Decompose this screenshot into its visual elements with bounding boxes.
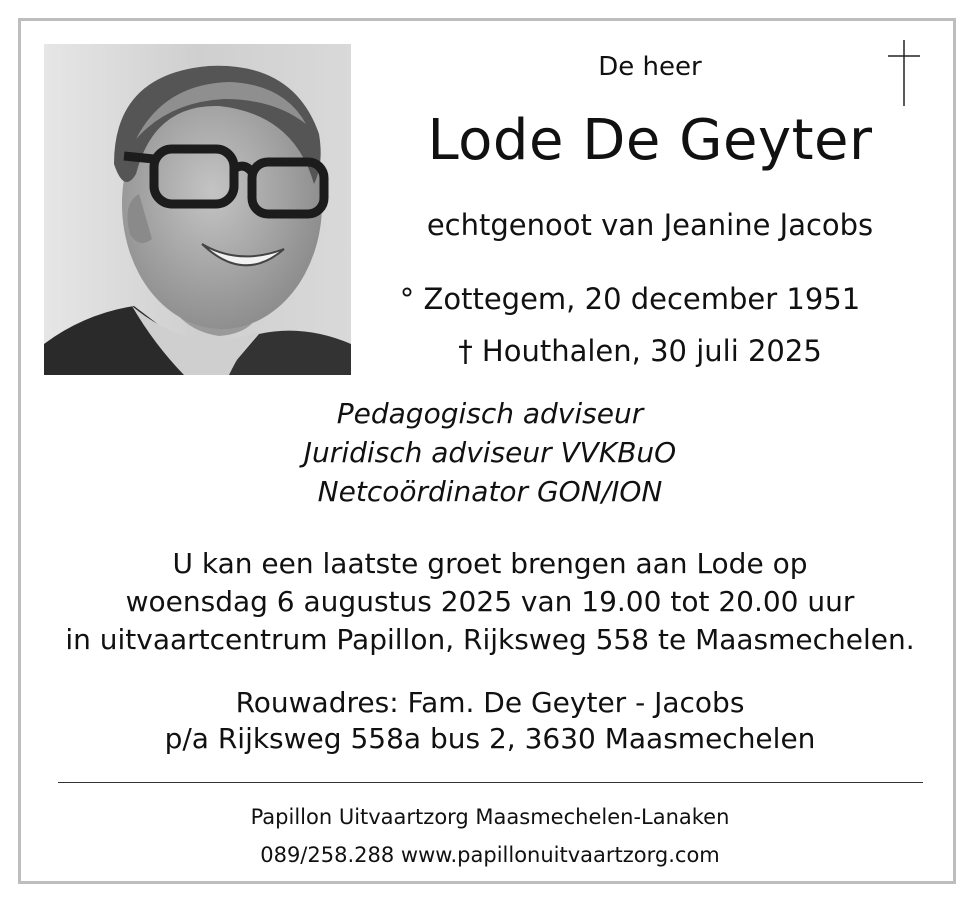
cross-icon	[884, 38, 924, 108]
salutation: De heer	[598, 52, 702, 82]
mourning-address-line: p/a Rijksweg 558a bus 2, 3630 Maasmechelen	[164, 722, 816, 755]
funeral-contact: 089/258.288 www.papillonuitvaartzorg.com	[260, 843, 720, 867]
funeral-company: Papillon Uitvaartzorg Maasmechelen-Lanaken	[250, 805, 730, 829]
death-line: † Houthalen, 30 juli 2025	[458, 334, 822, 368]
divider	[58, 782, 923, 783]
birth-line: ° Zottegem, 20 december 1951	[399, 282, 861, 316]
mourning-address-line: Rouwadres: Fam. De Geyter - Jacobs	[235, 686, 745, 719]
portrait-photo	[44, 44, 351, 375]
role-line: Juridisch adviseur VVKBuO	[303, 436, 677, 469]
visitation-line: U kan een laatste groet brengen aan Lode op	[172, 547, 808, 580]
visitation-line: in uitvaartcentrum Papillon, Rijksweg 558 te Maasmechelen.	[65, 623, 915, 656]
visitation-line: woensdag 6 augustus 2025 van 19.00 tot 20.00 uur	[125, 585, 855, 618]
role-line: Pedagogisch adviseur	[336, 397, 644, 430]
spouse-line: echtgenoot van Jeanine Jacobs	[426, 208, 874, 242]
role-line: Netcoördinator GON/ION	[317, 475, 663, 508]
deceased-name: Lode De Geyter	[427, 108, 873, 173]
